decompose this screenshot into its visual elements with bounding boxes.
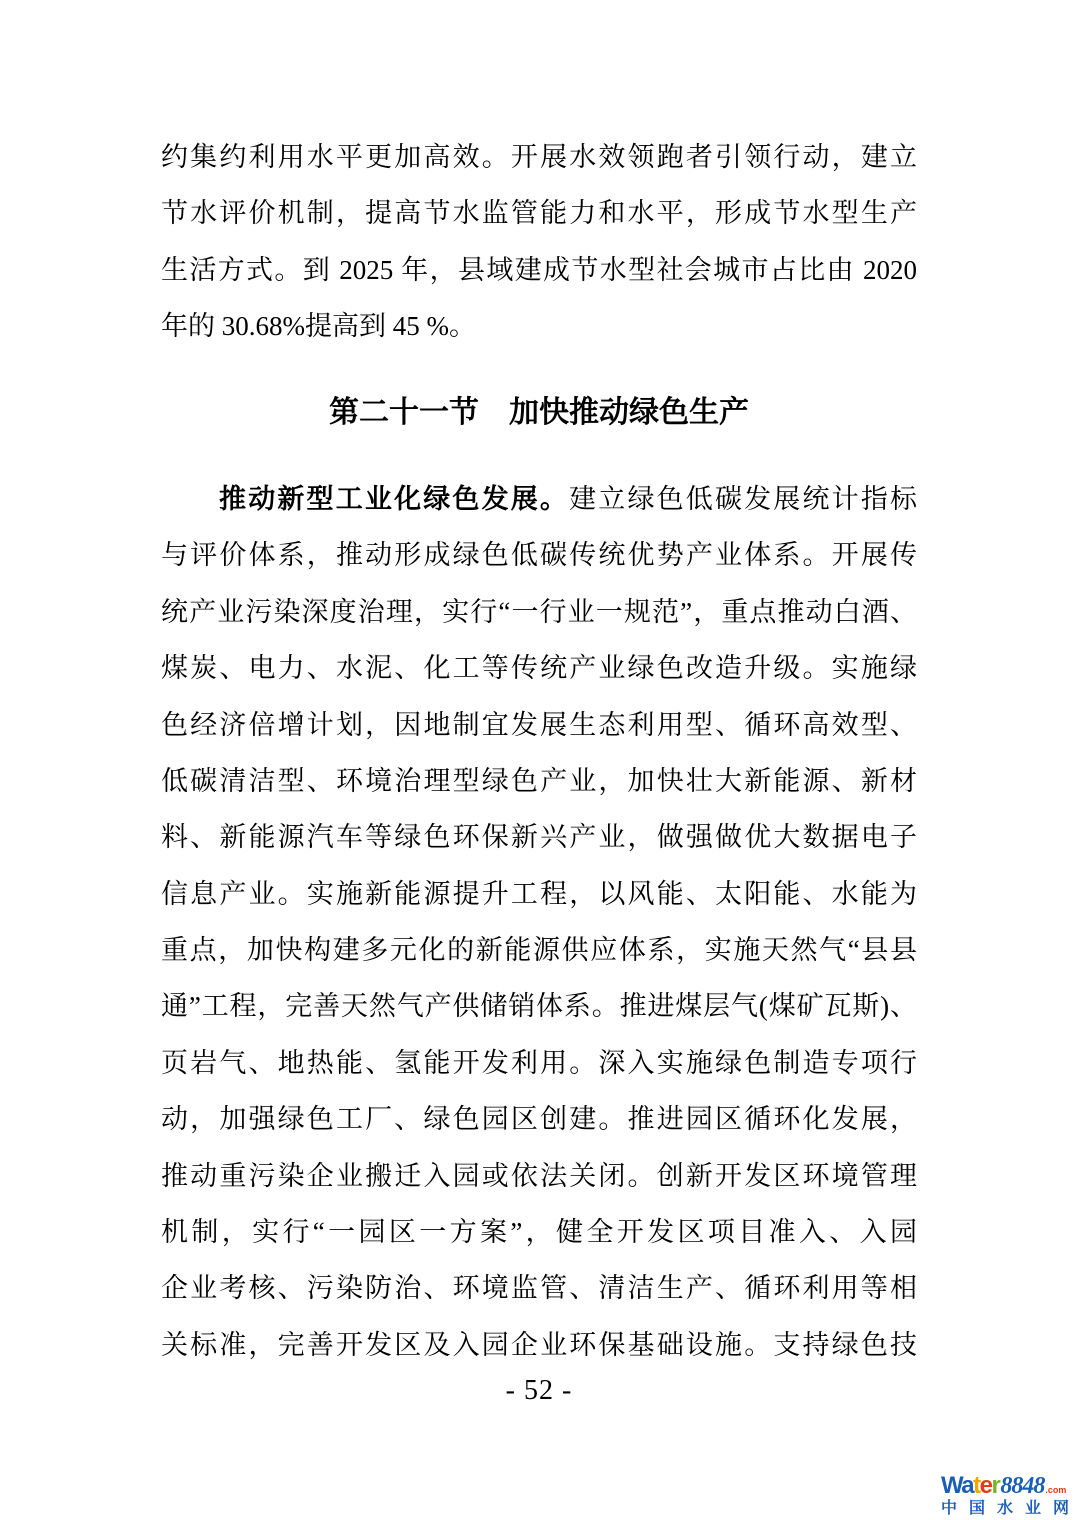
logo-wordmark — [941, 1474, 1069, 1498]
logo-subtitle-char: 网 — [1052, 1500, 1069, 1517]
text-line: 节水评价机制，提高节水监管能力和水平，形成节水型生产 — [161, 198, 917, 229]
text-line: 低碳清洁型、环境治理型绿色产业，加快壮大新能源、新材 — [161, 765, 917, 796]
text-line: 推动重污染企业搬迁入园或依法关闭。创新开发区环境管理 — [161, 1160, 917, 1191]
logo-subtitle-char: 水 — [996, 1500, 1013, 1517]
logo-tld-com: .com — [1045, 1485, 1067, 1495]
text-line: 通”工程，完善天然气产供储销体系。推进煤层气(煤矿瓦斯)、 — [161, 991, 917, 1022]
logo-letter-t: t — [973, 1472, 980, 1499]
text-line: 约集约利用水平更加高效。开展水效领跑者引领行动，建立 — [161, 142, 917, 172]
text-line: 机制，实行“一园区一方案”，健全开发区项目准入、入园 — [161, 1217, 917, 1248]
text-line: 页岩气、地热能、氢能开发利用。深入实施绿色制造专项行 — [161, 1047, 917, 1078]
text-line: 动，加强绿色工厂、绿色园区创建。推进园区循环化发展， — [161, 1104, 917, 1135]
paragraph-lead-bold: 推动新型工业化绿色发展。 — [219, 483, 570, 514]
text-line: 料、新能源汽车等绿色环保新兴产业，做强做优大数据电子 — [161, 822, 917, 853]
text-line: 重点，加快构建多元化的新能源供应体系，实施天然气“县县 — [161, 935, 917, 966]
page-number: - 52 - — [505, 1375, 573, 1406]
logo-letter-wa: Wa — [941, 1472, 974, 1499]
text-line: 关标准，完善开发区及入园企业环保基础设施。支持绿色技 — [161, 1329, 917, 1360]
text-line: 信息产业。实施新能源提升工程，以风能、太阳能、水能为 — [161, 878, 917, 909]
text-line: 与评价体系，推动形成绿色低碳传统优势产业体系。开展传 — [161, 540, 917, 571]
text-line: 生活方式。到 2025 年，县域建成节水型社会城市占比由 2020 — [161, 254, 917, 285]
logo-letter-r: r — [991, 1472, 1000, 1499]
text-line: 煤炭、电力、水泥、化工等传统产业绿色改造升级。实施绿 — [161, 653, 917, 684]
text-line — [161, 471, 917, 527]
logo-number-8848: 8848 — [1000, 1473, 1045, 1499]
paragraph-water-saving — [161, 129, 917, 355]
text-line: 年的 30.68%提高到 45 %。 — [161, 311, 476, 342]
document-body — [161, 129, 917, 1373]
text-line: 统产业污染深度治理，实行“一行业一规范”，重点推动白酒、 — [161, 596, 917, 627]
logo-subtitle — [941, 1501, 1069, 1517]
text-line: 企业考核、污染防治、环境监管、清洁生产、循环利用等相 — [161, 1273, 917, 1304]
section-heading: 第二十一节 加快推动绿色生产 — [329, 395, 749, 429]
paragraph-green-production — [161, 471, 917, 1373]
logo-subtitle-char: 业 — [1024, 1500, 1041, 1517]
text-run: 建立绿色低碳发展统计指标 — [569, 483, 917, 514]
logo-letter-e: e — [979, 1472, 992, 1499]
logo-subtitle-char: 国 — [968, 1500, 985, 1517]
water8848-logo — [941, 1474, 1069, 1517]
text-line: 色经济倍增计划，因地制宜发展生态利用型、循环高效型、 — [161, 709, 917, 740]
logo-subtitle-char: 中 — [941, 1500, 958, 1517]
